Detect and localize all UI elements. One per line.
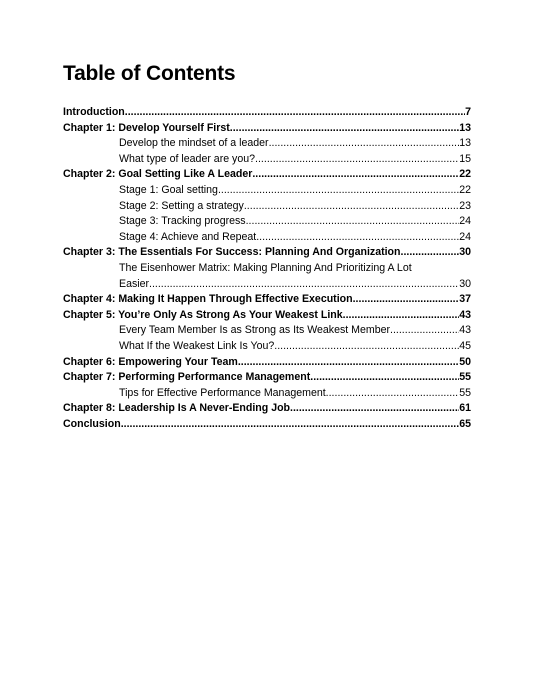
dot-leader	[125, 105, 465, 121]
toc-entry-label: Chapter 7: Performing Performance Management	[63, 371, 311, 384]
toc-entry-chapter-8[interactable]	[63, 401, 471, 417]
dot-leader	[238, 355, 459, 371]
toc-entry-label: Chapter 5: You’re Only As Strong As Your Weakest Link	[63, 308, 343, 321]
toc-entry-page: 22	[459, 168, 471, 181]
dot-leader	[252, 167, 459, 183]
toc-entry-section[interactable]	[63, 136, 471, 152]
toc-entry-label: Tips for Effective Performance Management	[119, 386, 326, 399]
dot-leader	[326, 386, 460, 402]
toc-entry-label: Chapter 1: Develop Yourself First	[63, 121, 230, 134]
toc-entry-section[interactable]	[63, 323, 471, 339]
toc-entry-label: Chapter 8: Leadership Is A Never-Ending Job	[63, 402, 291, 415]
toc-entry-page: 7	[465, 106, 471, 118]
toc-entry-chapter-7[interactable]	[63, 370, 471, 386]
toc-entry-page: 65	[459, 417, 471, 430]
toc-entry-label: What If the Weakest Link Is You?	[119, 339, 275, 352]
toc-entry-label: Stage 2: Setting a strategy	[119, 199, 244, 212]
table-of-contents	[63, 105, 471, 432]
toc-entry-page: 13	[459, 137, 471, 150]
toc-entry-page: 50	[459, 355, 471, 368]
toc-entry-section[interactable]	[63, 339, 471, 355]
dot-leader	[244, 199, 459, 215]
toc-entry-page: 24	[459, 215, 471, 228]
dot-leader	[256, 230, 459, 246]
dot-leader	[230, 121, 459, 137]
toc-entry-page: 24	[459, 230, 471, 243]
toc-entry-conclusion[interactable]	[63, 417, 471, 433]
toc-entry-label: Conclusion	[63, 417, 121, 430]
toc-entry-section[interactable]	[63, 152, 471, 168]
dot-leader	[218, 183, 459, 199]
toc-entry-label: Stage 3: Tracking progress	[119, 215, 246, 228]
toc-entry-page: 43	[459, 324, 471, 337]
toc-entry-label: Develop the mindset of a leader	[119, 137, 269, 150]
toc-entry-label-line1: The Eisenhower Matrix: Making Planning And Prioritizing A Lot	[119, 261, 412, 274]
toc-entry-section[interactable]	[63, 386, 471, 402]
toc-entry-section[interactable]	[63, 261, 471, 292]
toc-entry-label: Chapter 2: Goal Setting Like A Leader	[63, 168, 253, 181]
toc-entry-introduction[interactable]	[63, 105, 471, 121]
toc-entry-label: Stage 4: Achieve and Repeat	[119, 230, 257, 243]
page-title: Table of Contents	[63, 62, 236, 85]
toc-entry-section[interactable]	[63, 230, 471, 246]
dot-leader	[269, 136, 460, 152]
toc-entry-page: 22	[459, 183, 471, 196]
toc-entry-page: 55	[459, 386, 471, 399]
toc-entry-label: What type of leader are you?	[119, 152, 256, 165]
toc-entry-page: 23	[459, 199, 471, 212]
dot-leader	[310, 370, 459, 386]
dot-leader	[255, 152, 459, 168]
toc-entry-page: 13	[459, 121, 471, 134]
dot-leader	[401, 245, 460, 261]
dot-leader	[343, 308, 460, 324]
toc-entry-label-line2: Easier	[119, 277, 150, 290]
dot-leader	[246, 214, 460, 230]
dot-leader	[390, 323, 459, 339]
toc-entry-label: Chapter 6: Empowering Your Team	[63, 355, 238, 368]
toc-entry-section[interactable]	[63, 199, 471, 215]
toc-entry-chapter-5[interactable]	[63, 308, 471, 324]
dot-leader	[353, 292, 460, 308]
dot-leader	[149, 277, 459, 293]
toc-entry-chapter-6[interactable]	[63, 355, 471, 371]
toc-entry-page: 30	[459, 277, 471, 290]
dot-leader	[290, 401, 459, 417]
toc-entry-label: Chapter 3: The Essentials For Success: Planning And Organization	[63, 246, 401, 259]
toc-entry-chapter-4[interactable]	[63, 292, 471, 308]
dot-leader	[121, 417, 460, 433]
toc-entry-page: 45	[459, 339, 471, 352]
toc-entry-chapter-3[interactable]	[63, 245, 471, 261]
toc-entry-section[interactable]	[63, 214, 471, 230]
toc-entry-page: 37	[459, 293, 471, 306]
toc-entry-page: 30	[459, 246, 471, 259]
toc-entry-page: 55	[459, 371, 471, 384]
toc-entry-label: Stage 1: Goal setting	[119, 183, 218, 196]
toc-entry-label: Introduction	[63, 106, 125, 118]
toc-entry-label: Chapter 4: Making It Happen Through Effective Execution	[63, 293, 353, 306]
toc-entry-page: 43	[459, 308, 471, 321]
toc-entry-label: Every Team Member Is as Strong as Its Weakest Member	[119, 324, 391, 337]
dot-leader	[274, 339, 459, 355]
toc-entry-chapter-2[interactable]	[63, 167, 471, 183]
toc-entry-chapter-1[interactable]	[63, 121, 471, 137]
toc-entry-section[interactable]	[63, 183, 471, 199]
toc-entry-page: 15	[459, 152, 471, 165]
toc-entry-page: 61	[459, 402, 471, 415]
